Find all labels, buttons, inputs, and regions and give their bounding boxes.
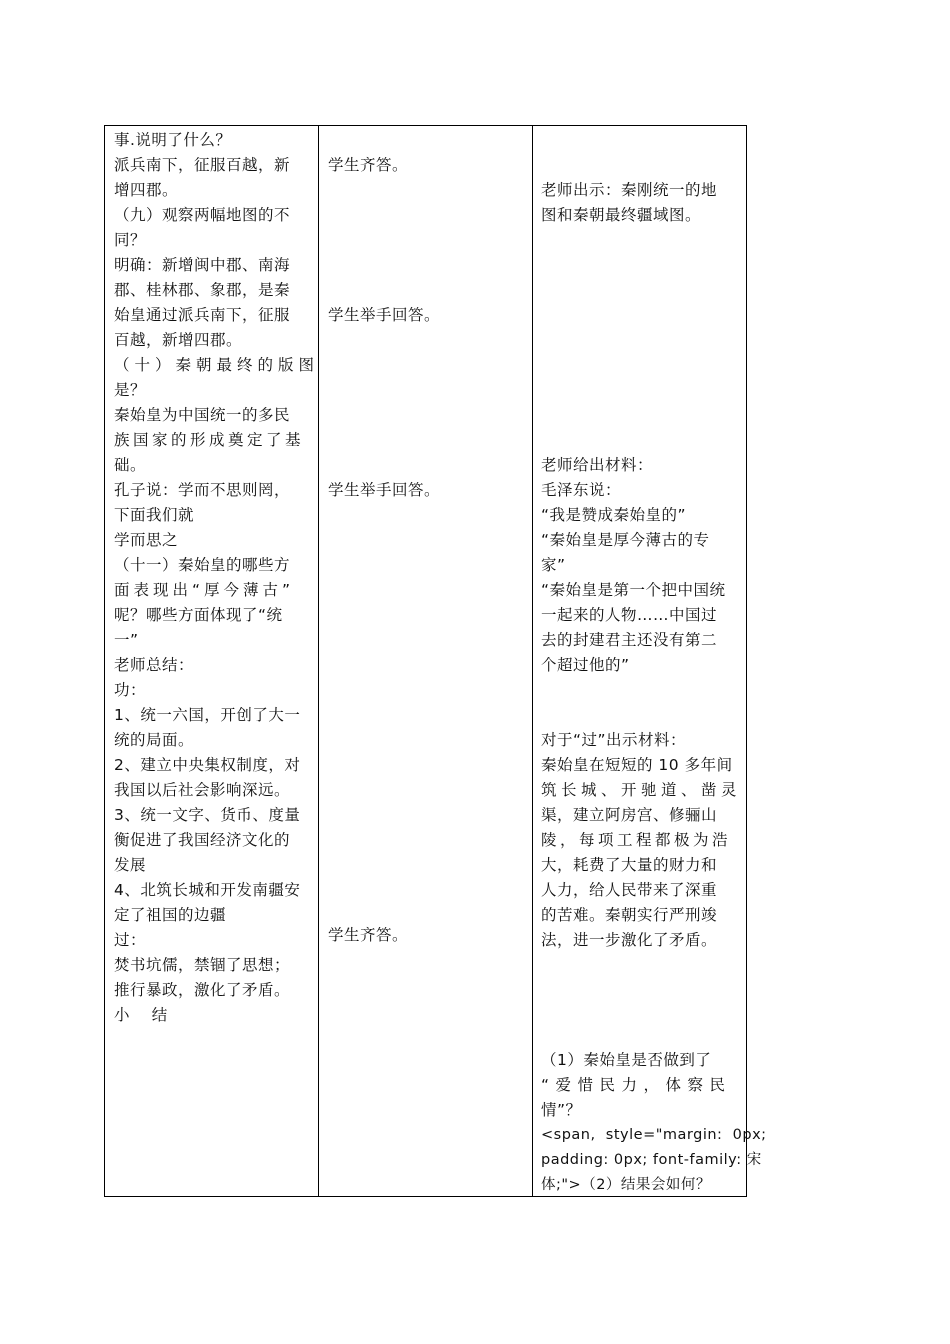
text-line: 增四郡。 [114,181,179,199]
text-line: 大，耗费了大量的财力和 [541,856,718,874]
text-line: 家” [541,556,566,574]
text-line: 图和秦朝最终疆域图。 [541,206,702,224]
text-line: 渠，建立阿房宫、修骊山 [541,806,718,824]
text-line: 陵，每项工程都极为浩 [541,831,732,849]
text-line: 人力，给人民带来了深重 [541,881,718,899]
text-line: 老师给出材料： [541,456,654,474]
text-line: 下面我们就 [114,506,195,524]
text-line: 去的封建君主还没有第二 [541,631,718,649]
text-line: 焚书坑儒，禁锢了思想； [114,956,291,974]
text-line: 同？ [114,231,147,249]
text-line: 的苦难。秦朝实行严刑竣 [541,906,718,924]
text-line: 定了祖国的边疆 [114,906,227,924]
text-line: “爱惜民力，体察民 [541,1076,732,1094]
text-line: 事.说明了什么？ [114,131,232,149]
text-line: 个超过他的” [541,656,630,674]
text-line: 呢？哪些方面体现了“统 [114,606,283,624]
text-line: <span, style="margin: 0px; [541,1127,767,1143]
text-line: 法，进一步激化了矛盾。 [541,931,718,949]
text-line: 学生齐答。 [328,156,409,174]
text-line: 发展 [114,856,147,874]
text-line: 族国家的形成奠定了基 [114,431,305,449]
text-line: 老师出示：秦刚统一的地 [541,181,718,199]
text-line: 一起来的人物……中国过 [541,606,718,624]
text-line: 面表现出“厚今薄古” [114,581,295,599]
teacher-activity-column [533,126,767,1196]
text-line: 小 结 [114,1006,168,1024]
text-line: 2、建立中央集权制度，对 [114,756,301,774]
text-line: 孔子说：学而不思则罔， [114,481,291,499]
text-line: 体;">（2）结果会如何？ [541,1177,711,1193]
text-line: 筑长城、开驰道、凿灵 [541,781,742,799]
text-line: 对于“过”出示材料： [541,731,687,749]
text-line: 派兵南下，征服百越，新 [114,156,291,174]
text-line: 我国以后社会影响深远。 [114,781,291,799]
text-line: 秦始皇在短短的 10 多年间 [541,756,733,774]
text-line: 功： [114,681,147,699]
text-line: 情”？ [541,1101,582,1119]
text-line: 衡促进了我国经济文化的 [114,831,291,849]
student-activity-column [319,126,533,1196]
text-line: 百越，新增四郡。 [114,331,243,349]
lesson-plan-table [104,125,767,1197]
text-line: 始皇通过派兵南下，征服 [114,306,291,324]
text-line: 学而思之 [114,531,179,549]
text-line: （十一）秦始皇的哪些方 [114,556,291,574]
text-line: （1）秦始皇是否做到了 [541,1051,712,1069]
text-line: 郡、桂林郡、象郡，是秦 [114,281,291,299]
text-line: （十）秦朝最终的版图 [114,356,320,374]
text-line: 毛泽东说： [541,481,622,499]
text-line: 统的局面。 [114,731,195,749]
text-line: 过： [114,931,147,949]
text-line: “秦始皇是第一个把中国统 [541,581,726,599]
teaching-content-column [105,126,319,1196]
text-line: 一” [114,631,139,649]
text-line: 学生举手回答。 [328,306,441,324]
text-line: padding: 0px; font-family: 宋 [541,1152,762,1168]
text-line: “秦始皇是厚今薄古的专 [541,531,710,549]
text-line: 秦始皇为中国统一的多民 [114,406,291,424]
text-line: 推行暴政，激化了矛盾。 [114,981,291,999]
text-line: 4、北筑长城和开发南疆安 [114,881,301,899]
text-line: 是？ [114,381,147,399]
text-line: （九）观察两幅地图的不 [114,206,291,224]
text-line: 3、统一文字、货币、度量 [114,806,301,824]
text-line: 明确：新增闽中郡、南海 [114,256,291,274]
text-line: 学生举手回答。 [328,481,441,499]
text-line: 老师总结： [114,656,195,674]
text-line: 1、统一六国，开创了大一 [114,706,301,724]
text-line: 础。 [114,456,147,474]
text-line: 学生齐答。 [328,926,409,944]
text-line: “我是赞成秦始皇的” [541,506,687,524]
